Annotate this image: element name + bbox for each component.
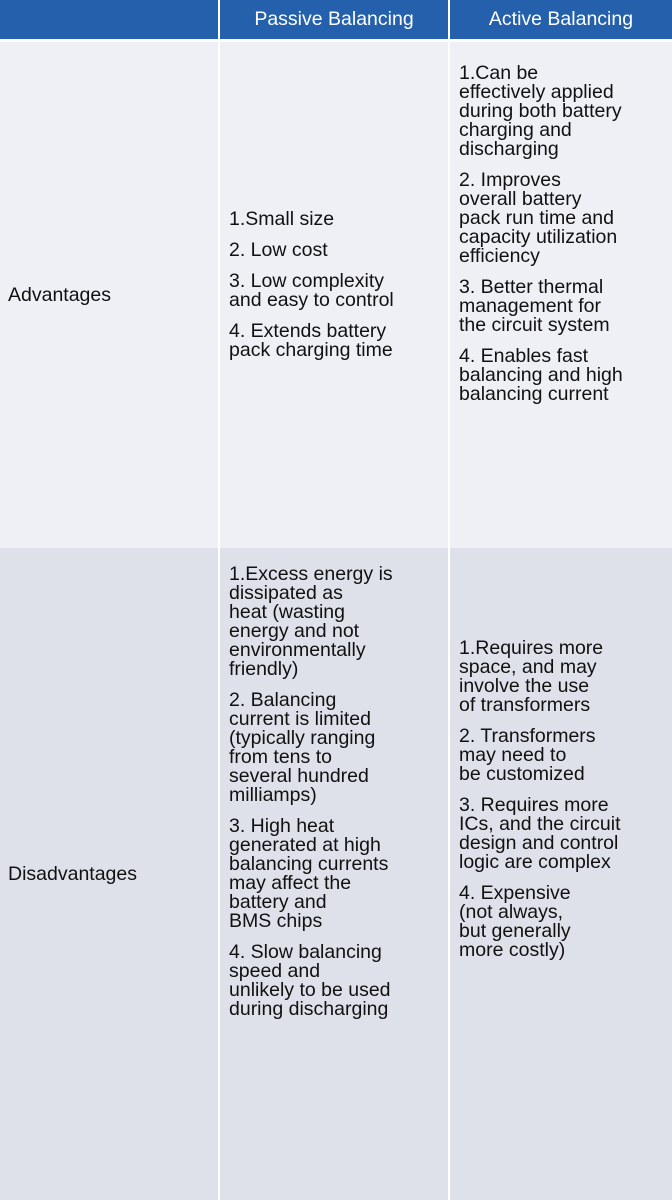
header-corner-cell (0, 0, 218, 42)
active-disadvantage-item: 4. Expensive (not always, but generally more costly) (459, 882, 571, 961)
passive-advantage-item: 3. Low complexity and easy to control (229, 270, 394, 311)
row-label-advantages: Advantages (0, 42, 218, 548)
passive-advantage-item: 2. Low cost (229, 239, 328, 261)
active-disadvantages-cell (448, 548, 672, 1200)
active-advantages-cell (448, 42, 672, 548)
passive-disadvantage-item: 4. Slow balancing speed and unlikely to be used during discharging (229, 941, 391, 1020)
active-advantage-item: 1.Can be effectively applied during both battery charging and discharging (459, 62, 622, 160)
passive-advantage-item: 1.Small size (229, 208, 335, 230)
active-advantage-item: 4. Enables fast balancing and high balancing current (459, 345, 623, 405)
passive-disadvantage-item: 3. High heat generated at high balancing currents may affect the battery and BMS chips (229, 815, 389, 932)
passive-advantages-cell (218, 42, 448, 548)
active-disadvantage-item: 2. Transformers may need to be customized (459, 725, 596, 785)
passive-disadvantages-cell (218, 548, 448, 1200)
passive-disadvantage-item: 2. Balancing current is limited (typically ranging from tens to several hundred milliamps) (229, 689, 376, 806)
row-label-disadvantages: Disadvantages (0, 548, 218, 1200)
active-advantage-item: 2. Improves overall battery pack run time and capacity utilization efficiency (459, 169, 618, 267)
active-advantage-item: 3. Better thermal management for the circuit system (459, 276, 610, 336)
header-active-balancing: Active Balancing (448, 0, 672, 42)
header-passive-balancing: Passive Balancing (218, 0, 448, 42)
active-disadvantage-item: 1.Requires more space, and may involve the use of transformers (459, 637, 604, 716)
passive-advantage-item: 4. Extends battery pack charging time (229, 320, 393, 361)
active-disadvantage-item: 3. Requires more ICs, and the circuit design and control logic are complex (459, 794, 621, 873)
passive-disadvantage-item: 1.Excess energy is dissipated as heat (wasting energy and not environmentally friendly) (229, 563, 393, 680)
